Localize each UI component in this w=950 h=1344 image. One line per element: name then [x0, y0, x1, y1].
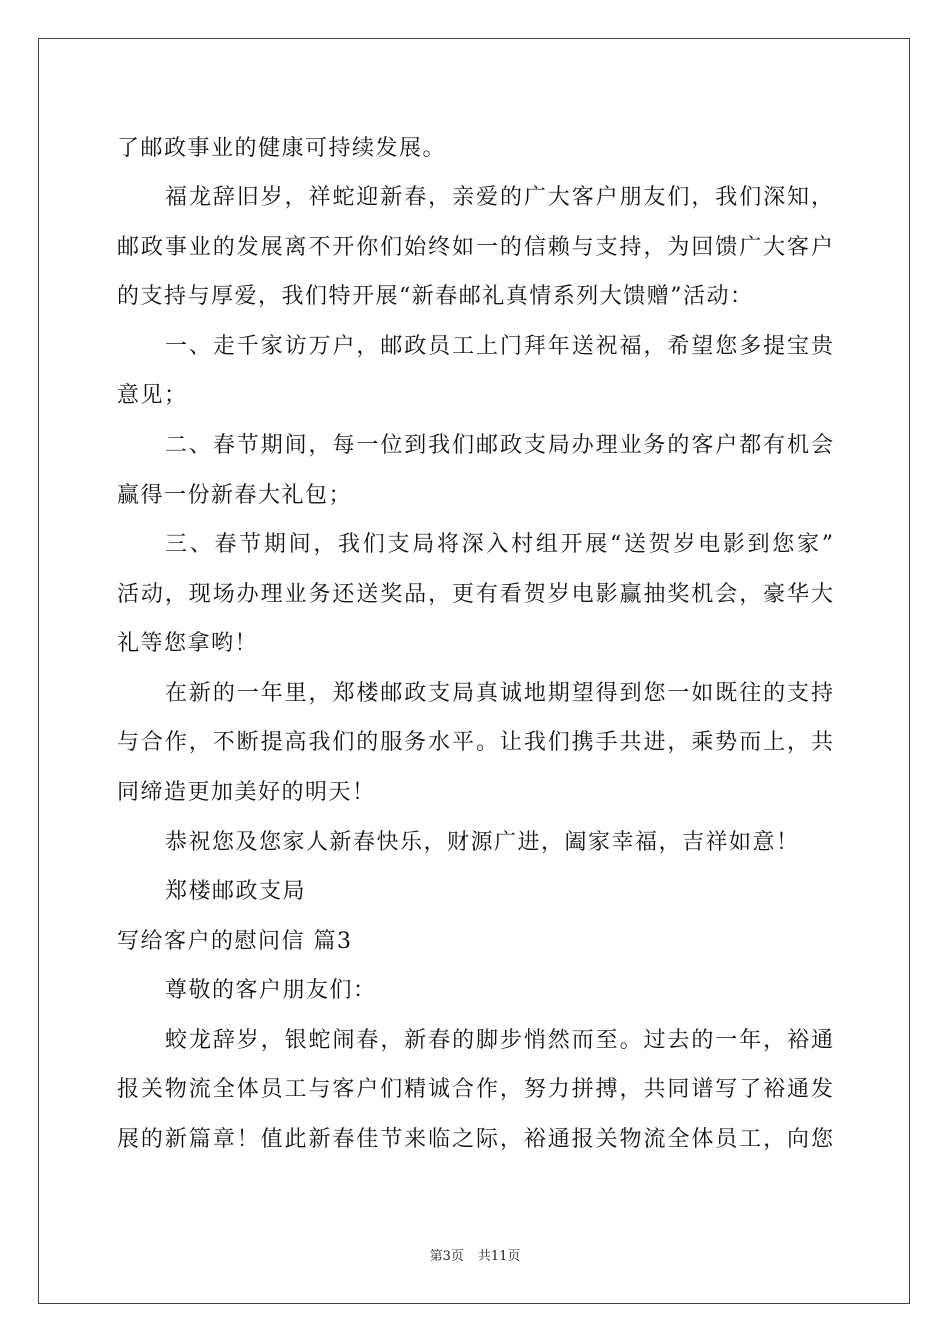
paragraph-line: 的支持与厚爱，我们特开展“新春邮礼真情系列大馈赠”活动： [117, 284, 754, 309]
greeting-line: 恭祝您及您家人新春快乐，财源广进，阖家幸福，吉祥如意！ [165, 830, 800, 855]
paragraph-line: 在新的一年里，郑楼邮政支局真诚地期望得到您一如既往的支持 [165, 681, 833, 706]
paragraph-line: 福龙辞旧岁，祥蛇迎新春，亲爱的广大客户朋友们，我们深知， [165, 185, 833, 210]
list-item-line: 礼等您拿哟！ [117, 631, 259, 656]
salutation-line: 尊敬的客户朋友们： [165, 978, 377, 1003]
list-item-line: 意见； [117, 383, 188, 408]
page-footer [0, 1248, 950, 1266]
paragraph-line: 报关物流全体员工与客户们精诚合作，努力拼搏，共同谱写了裕通发 [117, 1077, 833, 1102]
text-line: 了邮政事业的健康可持续发展。 [117, 136, 447, 161]
list-item-line: 二、春节期间，每一位到我们邮政支局办理业务的客户都有机会 [165, 433, 833, 458]
list-item-line: 活动，现场办理业务还送奖品，更有看贺岁电影赢抽奖机会，豪华大 [117, 582, 833, 607]
paragraph-line: 同缔造更加美好的明天！ [117, 780, 376, 805]
paragraph-line: 与合作，不断提高我们的服务水平。让我们携手共进，乘势而上，共 [117, 730, 833, 755]
page-number: 第3页 [429, 1249, 464, 1264]
section-heading: 写给客户的慰问信 篇3 [117, 929, 353, 954]
list-item-line: 赢得一份新春大礼包； [117, 483, 353, 508]
paragraph-line: 邮政事业的发展离不开你们始终如一的信赖与支持，为回馈广大客户 [117, 235, 833, 260]
paragraph-line: 蛟龙辞岁，银蛇闹春，新春的脚步悄然而至。过去的一年，裕通 [165, 1028, 833, 1053]
list-item-line: 一、走千家访万户，邮政员工上门拜年送祝福，希望您多提宝贵 [165, 334, 833, 359]
page-total: 共11页 [477, 1249, 521, 1264]
paragraph-line: 展的新篇章！值此新春佳节来临之际，裕通报关物流全体员工，向您 [117, 1127, 833, 1152]
signature-line: 郑楼邮政支局 [165, 879, 307, 904]
page-border [38, 38, 910, 1304]
list-item-line: 三、春节期间，我们支局将深入村组开展“送贺岁电影到您家” [165, 532, 833, 557]
